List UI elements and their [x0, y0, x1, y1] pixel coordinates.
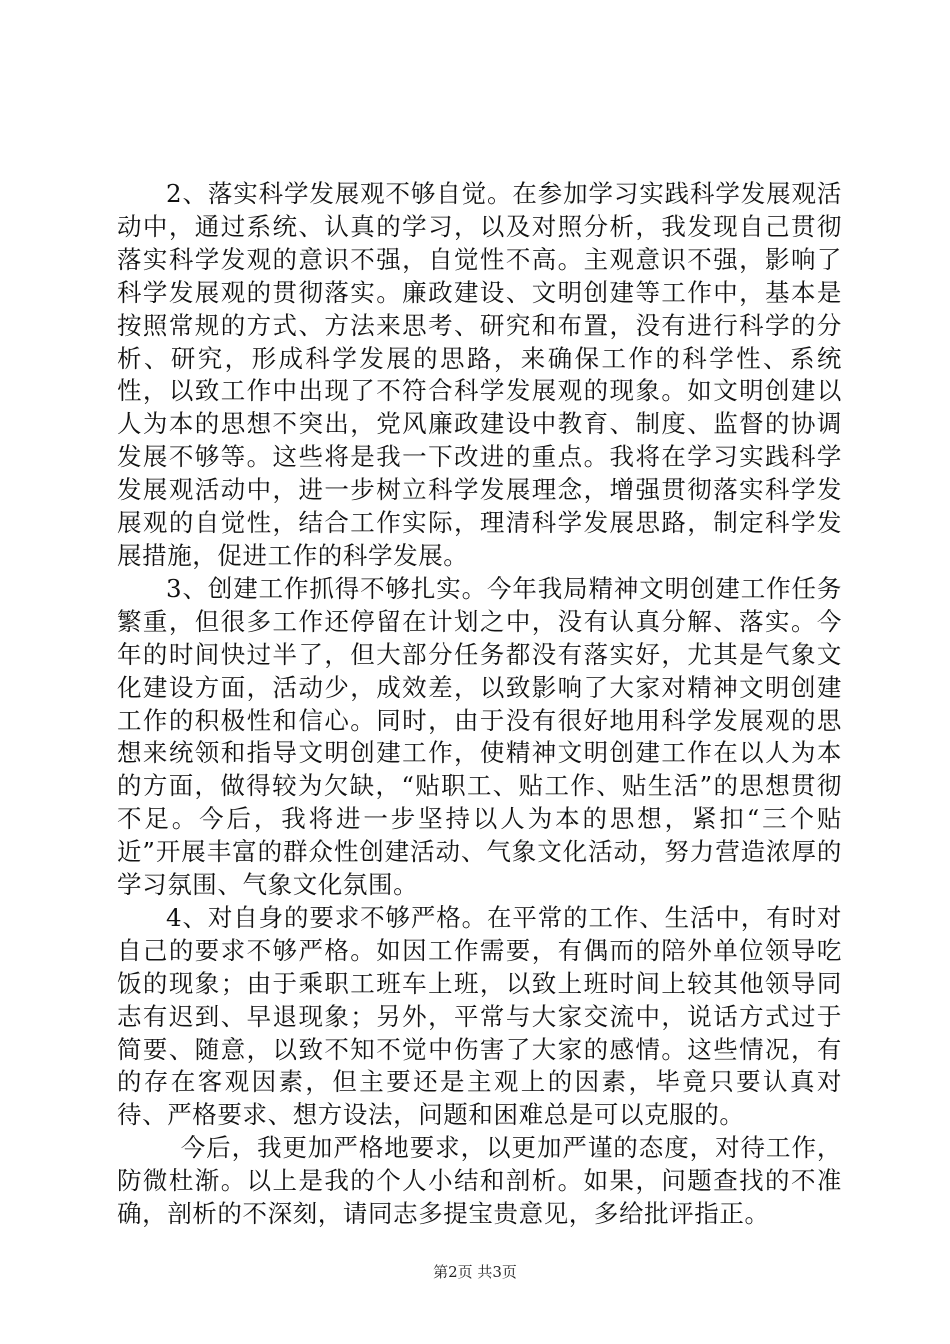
paragraph-4-self-requirements: 4、对自身的要求不够严格。在平常的工作、生活中，有时对自己的要求不够严格。如因工作需要，有偶而的陪外单位领导吃饭的现象；由于乘职工班车上班，以致上班时间上较其他领导同志有迟到、早退现象；另外，平常与大家交流中，说话方式过于简要、随意，以致不知不觉中伤害了大家的感情。这些情况，有的存在客观因素，但主要还是主观上的因素，毕竟只要认真对待、严格要求、想方设法，问题和困难总是可以克服的。 — [117, 902, 842, 1130]
paragraph-3-creation-work: 3、创建工作抓得不够扎实。今年我局精神文明创建工作任务繁重，但很多工作还停留在计划之中，没有认真分解、落实。今年的时间快过半了，但大部分任务都没有落实好，尤其是气象文化建设方面，活动少，成效差，以致影响了大家对精神文明创建工作的积极性和信心。同时，由于没有很好地用科学发展观的思想来统领和指导文明创建工作，使精神文明创建工作在以人为本的方面，做得较为欠缺，“贴职工、贴工作、贴生活”的思想贯彻不足。今后，我将进一步坚持以人为本的思想，紧扣“三个贴近”开展丰富的群众性创建活动、气象文化活动，努力营造浓厚的学习氛围、气象文化氛围。 — [117, 573, 842, 900]
page-number-footer: 第2页 共3页 — [433, 1263, 517, 1281]
document-body — [117, 178, 842, 1231]
paragraph-2-scientific-development: 2、落实科学发展观不够自觉。在参加学习实践科学发展观活动中，通过系统、认真的学习，以及对照分析，我发现自己贯彻落实科学发观的意识不强，自觉性不高。主观意识不强，影响了科学发展观的贯彻落实。廉政建设、文明创建等工作中，基本是按照常规的方式、方法来思考、研究和布置，没有进行科学的分析、研究，形成科学发展的思路，来确保工作的科学性、系统性，以致工作中出现了不符合科学发展观的现象。如文明创建以人为本的思想不突出，党风廉政建设中教育、制度、监督的协调发展不够等。这些将是我一下改进的重点。我将在学习实践科学发展观活动中，进一步树立科学发展理念，增强贯彻落实科学发展观的自觉性，结合工作实际，理清科学发展思路，制定科学发展措施，促进工作的科学发展。 — [117, 179, 842, 570]
paragraph-conclusion: 今后，我更加严格地要求，以更加严谨的态度，对待工作，防微杜渐。以上是我的个人小结和剖析。如果，问题查找的不准确，剖析的不深刻，请同志多提宝贵意见，多给批评指正。 — [117, 1133, 842, 1229]
